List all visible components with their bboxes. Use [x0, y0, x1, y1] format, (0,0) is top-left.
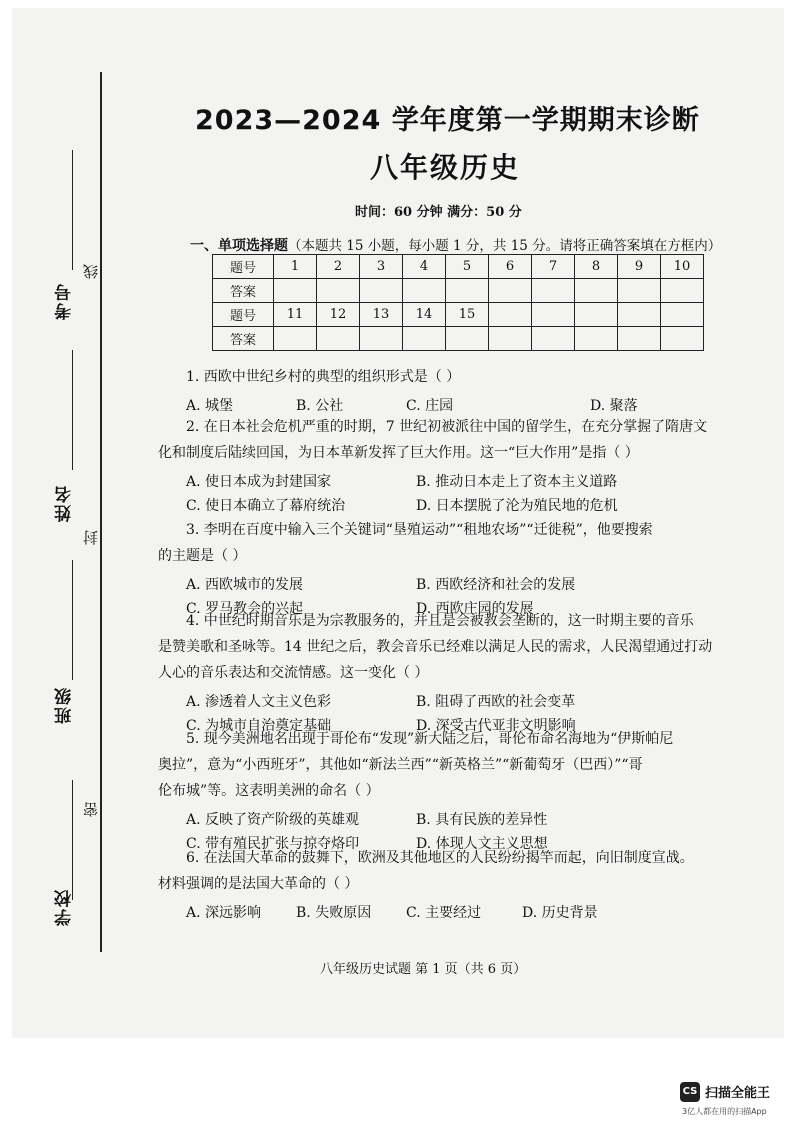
xingming-line: [72, 350, 73, 470]
xuexiao-line: [72, 780, 73, 900]
label-xingming: 姓名: [55, 484, 75, 522]
question-number-cell: [618, 303, 661, 327]
question-6-option[interactable]: B. 失败原因: [296, 905, 372, 921]
question-6-option[interactable]: A. 深远影响: [186, 905, 262, 921]
question-4-option[interactable]: C. 为城市自治奠定基础: [186, 718, 332, 734]
answer-table-row-label: 题号: [213, 255, 274, 279]
question-6-option[interactable]: C. 主要经过: [406, 905, 482, 921]
page-footer: 八年级历史试题 第 1 页（共 6 页）: [320, 962, 527, 977]
question-3-option[interactable]: D. 西欧庄园的发展: [416, 601, 534, 617]
question-number-cell: 12: [317, 303, 360, 327]
question-4-option[interactable]: A. 渗透着人文主义色彩: [186, 694, 332, 710]
answer-cell[interactable]: [489, 279, 532, 303]
answer-cell[interactable]: [618, 327, 661, 351]
answer-cell[interactable]: [532, 279, 575, 303]
question-4-text: 人心的音乐表达和交流情感。这一变化（ ）: [158, 665, 429, 681]
kaohao-line: [72, 150, 73, 270]
question-3-text: 的主题是（ ）: [158, 548, 247, 564]
question-1-option[interactable]: D. 聚落: [590, 398, 638, 414]
question-number-cell: 14: [403, 303, 446, 327]
question-number-cell: 10: [661, 255, 704, 279]
question-4-option[interactable]: B. 阻碍了西欧的社会变革: [416, 694, 576, 710]
question-5-option[interactable]: D. 体现人文主义思想: [416, 836, 548, 852]
question-1-option[interactable]: B. 公社: [296, 398, 344, 414]
question-number-cell: 15: [446, 303, 489, 327]
section-heading: [190, 234, 721, 255]
answer-cell[interactable]: [575, 327, 618, 351]
answer-table-row: [213, 279, 704, 303]
question-4-text: 4. 中世纪时期音乐是为宗教服务的，并且是会被教会垄断的，这一时期主要的音乐: [186, 613, 694, 629]
question-4-text: 是赞美歌和圣咏等。14 世纪之后，教会音乐已经难以满足人民的需求，人民渴望通过打动: [158, 639, 713, 655]
question-2-text: 2. 在日本社会危机严重的时期，7 世纪初被派往中国的留学生，在充分掌握了隋唐文: [186, 419, 708, 435]
question-1-text: 1. 西欧中世纪乡村的典型的组织形式是（ ）: [186, 369, 461, 385]
question-number-cell: 13: [360, 303, 403, 327]
answer-table-row: [213, 327, 704, 351]
question-number-cell: 4: [403, 255, 446, 279]
label-banji: 班级: [55, 686, 75, 724]
answer-cell[interactable]: [403, 279, 446, 303]
exam-subject: 八年级历史: [370, 151, 521, 184]
answer-cell[interactable]: [446, 327, 489, 351]
question-number-cell: 3: [360, 255, 403, 279]
answer-cell[interactable]: [532, 327, 575, 351]
answer-cell[interactable]: [403, 327, 446, 351]
answer-cell[interactable]: [489, 327, 532, 351]
answer-cell[interactable]: [274, 327, 317, 351]
section-title: 一、单项选择题: [190, 238, 288, 254]
question-number-cell: 1: [274, 255, 317, 279]
question-number-cell: [575, 303, 618, 327]
question-5-option[interactable]: A. 反映了资产阶级的英雄观: [186, 812, 360, 828]
question-2-option[interactable]: A. 使日本成为封建国家: [186, 474, 332, 490]
question-2-option[interactable]: C. 使日本确立了幕府统治: [186, 498, 346, 514]
question-number-cell: 5: [446, 255, 489, 279]
scanner-slogan: 3亿人都在用的扫描App: [682, 1107, 767, 1116]
question-1-option[interactable]: C. 庄园: [406, 398, 454, 414]
answer-cell[interactable]: [317, 327, 360, 351]
exam-title: 2023—2024 学年度第一学期期末诊断: [195, 105, 700, 136]
answer-cell[interactable]: [661, 279, 704, 303]
answer-cell[interactable]: [575, 279, 618, 303]
question-number-cell: 6: [489, 255, 532, 279]
question-3-option[interactable]: A. 西欧城市的发展: [186, 577, 304, 593]
time-info: 时间：60 分钟 满分：50 分: [355, 205, 522, 220]
question-2-text: 化和制度后陆续回国，为日本革新发挥了巨大作用。这一“巨大作用”是指（ ）: [158, 445, 639, 461]
question-2-option[interactable]: B. 推动日本走上了资本主义道路: [416, 474, 618, 490]
question-number-cell: 11: [274, 303, 317, 327]
answer-cell[interactable]: [274, 279, 317, 303]
question-5-option[interactable]: B. 具有民族的差异性: [416, 812, 548, 828]
scanner-logo-icon: CS: [680, 1082, 700, 1102]
scanner-brand: 扫描全能王: [705, 1086, 771, 1101]
question-1-option[interactable]: A. 城堡: [186, 398, 234, 414]
answer-cell[interactable]: [446, 279, 489, 303]
label-kaohao: 考号: [55, 282, 75, 320]
answer-table-row: [213, 255, 704, 279]
answer-table: [212, 254, 704, 351]
question-3-option[interactable]: B. 西欧经济和社会的发展: [416, 577, 576, 593]
question-6-text: 6. 在法国大革命的鼓舞下，欧洲及其他地区的人民纷纷揭竿而起，向旧制度宣战。: [186, 850, 694, 866]
answer-table-row: [213, 303, 704, 327]
question-number-cell: 8: [575, 255, 618, 279]
question-6-option[interactable]: D. 历史背景: [522, 905, 598, 921]
question-number-cell: [489, 303, 532, 327]
question-3-option[interactable]: C. 罗马教会的兴起: [186, 601, 304, 617]
question-5-text: 奥拉”，意为“小西班牙”，其他如“新法兰西”“新英格兰”“新葡萄牙（巴西）”“哥: [158, 757, 643, 773]
question-3-text: 3. 李明在百度中输入三个关键词“垦殖运动”“租地农场”“迁徙税”，他要搜索: [186, 522, 653, 538]
question-number-cell: 9: [618, 255, 661, 279]
answer-cell[interactable]: [360, 327, 403, 351]
question-5-option[interactable]: C. 带有殖民扩张与掠夺烙印: [186, 836, 360, 852]
label-mi: 密: [82, 800, 100, 817]
question-4-option[interactable]: D. 深受古代亚非文明影响: [416, 718, 576, 734]
question-5-text: 5. 现今美洲地名出现于哥伦布“发现”新大陆之后，哥伦布命名海地为“伊斯帕尼: [186, 731, 674, 747]
answer-cell[interactable]: [661, 327, 704, 351]
banji-line: [72, 560, 73, 680]
answer-cell[interactable]: [317, 279, 360, 303]
section-instructions: （本题共 15 小题，每小题 1 分，共 15 分。请将正确答案填在方框内）: [288, 238, 722, 254]
answer-cell[interactable]: [360, 279, 403, 303]
label-xian: 线: [82, 262, 100, 279]
question-5-text: 伦布城”等。这表明美洲的命名（ ）: [158, 783, 380, 799]
answer-cell[interactable]: [618, 279, 661, 303]
question-number-cell: 2: [317, 255, 360, 279]
label-xuexiao: 学校: [55, 888, 75, 926]
question-2-option[interactable]: D. 日本摆脱了沦为殖民地的危机: [416, 498, 618, 514]
question-6-text: 材料强调的是法国大革命的（ ）: [158, 876, 359, 892]
question-number-cell: [532, 303, 575, 327]
question-number-cell: 7: [532, 255, 575, 279]
answer-table-row-label: 答案: [213, 327, 274, 351]
answer-table-row-label: 答案: [213, 279, 274, 303]
binding-line: [100, 72, 102, 952]
question-number-cell: [661, 303, 704, 327]
label-feng: 封: [82, 528, 100, 545]
answer-table-row-label: 题号: [213, 303, 274, 327]
